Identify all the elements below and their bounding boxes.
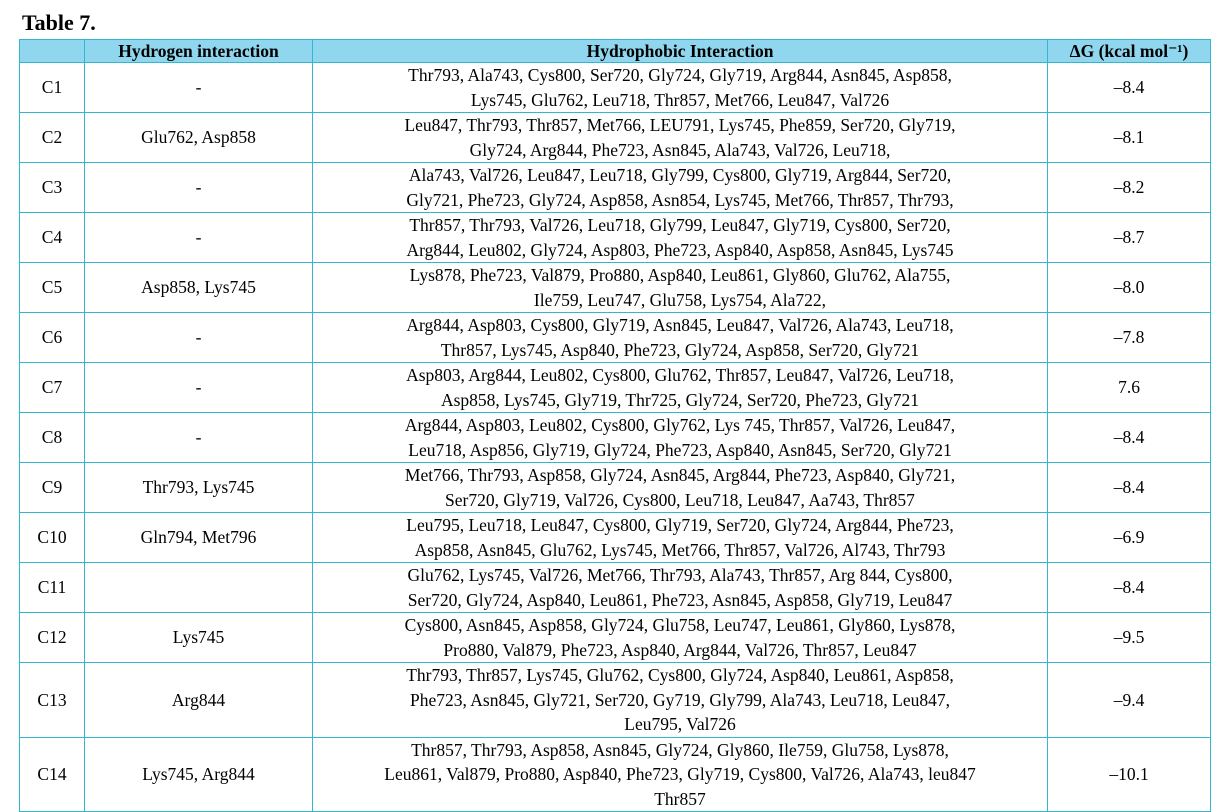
hydrogen-interaction-cell: [85, 563, 313, 613]
delta-g-cell: –9.4: [1048, 663, 1211, 738]
hydrogen-interaction-cell: Gln794, Met796: [85, 513, 313, 563]
delta-g-cell: –8.4: [1048, 563, 1211, 613]
hydrophobic-interaction-cell: Ala743, Val726, Leu847, Leu718, Gly799, Cys800, Gly719, Arg844, Ser720, Gly721, Phe723, Gly724, Asp858, Asn854, Lys745, Met766, Thr857, Thr793,: [313, 163, 1048, 213]
hydrogen-interaction-cell: Lys745: [85, 613, 313, 663]
hydrophobic-interaction-cell: Cys800, Asn845, Asp858, Gly724, Glu758, Leu747, Leu861, Gly860, Lys878, Pro880, Val879, Phe723, Asp840, Arg844, Val726, Thr857, Leu847: [313, 613, 1048, 663]
header-delta-g: ΔG (kcal mol⁻¹): [1048, 40, 1211, 63]
delta-g-cell: –8.2: [1048, 163, 1211, 213]
table-row: [20, 163, 1211, 213]
compound-cell: C4: [20, 213, 85, 263]
delta-g-cell: –8.4: [1048, 63, 1211, 113]
compound-cell: C2: [20, 113, 85, 163]
header-hydrophobic-interaction: Hydrophobic Interaction: [313, 40, 1048, 63]
delta-g-cell: –8.4: [1048, 413, 1211, 463]
hydrophobic-interaction-cell: Arg844, Asp803, Cys800, Gly719, Asn845, Leu847, Val726, Ala743, Leu718, Thr857, Lys745, Asp840, Phe723, Gly724, Asp858, Ser720, Gly721: [313, 313, 1048, 363]
delta-g-cell: –9.5: [1048, 613, 1211, 663]
hydrogen-interaction-cell: -: [85, 313, 313, 363]
table-row: [20, 563, 1211, 613]
compound-cell: C8: [20, 413, 85, 463]
delta-g-cell: –8.1: [1048, 113, 1211, 163]
table-caption: Table 7.: [22, 10, 96, 35]
hydrophobic-interaction-cell: Asp803, Arg844, Leu802, Cys800, Glu762, Thr857, Leu847, Val726, Leu718, Asp858, Lys745, Gly719, Thr725, Gly724, Ser720, Phe723, Gly721: [313, 363, 1048, 413]
table-row: [20, 313, 1211, 363]
compound-cell: C14: [20, 737, 85, 812]
hydrogen-interaction-cell: Thr793, Lys745: [85, 463, 313, 513]
table-row: [20, 663, 1211, 738]
hydrogen-interaction-cell: Asp858, Lys745: [85, 263, 313, 313]
compound-cell: C6: [20, 313, 85, 363]
table-body: [20, 63, 1211, 812]
hydrogen-interaction-cell: -: [85, 363, 313, 413]
compound-cell: C5: [20, 263, 85, 313]
delta-g-cell: 7.6: [1048, 363, 1211, 413]
compound-cell: C7: [20, 363, 85, 413]
delta-g-cell: –6.9: [1048, 513, 1211, 563]
compound-cell: C10: [20, 513, 85, 563]
compound-cell: C12: [20, 613, 85, 663]
hydrophobic-interaction-cell: Thr793, Thr857, Lys745, Glu762, Cys800, Gly724, Asp840, Leu861, Asp858, Phe723, Asn845, Gly721, Ser720, Gy719, Gly799, Ala743, Leu718, Leu847, Leu795, Val726: [313, 663, 1048, 738]
hydrogen-interaction-cell: -: [85, 163, 313, 213]
hydrogen-interaction-cell: Glu762, Asp858: [85, 113, 313, 163]
table-row: [20, 363, 1211, 413]
hydrogen-interaction-cell: Lys745, Arg844: [85, 737, 313, 812]
interaction-table: [19, 39, 1211, 812]
compound-cell: C9: [20, 463, 85, 513]
compound-cell: C11: [20, 563, 85, 613]
hydrophobic-interaction-cell: Arg844, Asp803, Leu802, Cys800, Gly762, Lys 745, Thr857, Val726, Leu847, Leu718, Asp856, Gly719, Gly724, Phe723, Asp840, Asn845, Ser720, Gly721: [313, 413, 1048, 463]
hydrophobic-interaction-cell: Thr857, Thr793, Asp858, Asn845, Gly724, Gly860, Ile759, Glu758, Lys878, Leu861, Val879, Pro880, Asp840, Phe723, Gly719, Cys800, Val726, Ala743, leu847 Thr857: [313, 737, 1048, 812]
table-row: [20, 263, 1211, 313]
hydrogen-interaction-cell: Arg844: [85, 663, 313, 738]
delta-g-cell: –10.1: [1048, 737, 1211, 812]
hydrophobic-interaction-cell: Thr793, Ala743, Cys800, Ser720, Gly724, Gly719, Arg844, Asn845, Asp858, Lys745, Glu762, Leu718, Thr857, Met766, Leu847, Val726: [313, 63, 1048, 113]
hydrophobic-interaction-cell: Thr857, Thr793, Val726, Leu718, Gly799, Leu847, Gly719, Cys800, Ser720, Arg844, Leu802, Gly724, Asp803, Phe723, Asp840, Asp858, Asn845, Lys745: [313, 213, 1048, 263]
table-row: [20, 113, 1211, 163]
hydrophobic-interaction-cell: Leu847, Thr793, Thr857, Met766, LEU791, Lys745, Phe859, Ser720, Gly719, Gly724, Arg844, Phe723, Asn845, Ala743, Val726, Leu718,: [313, 113, 1048, 163]
table-row: [20, 63, 1211, 113]
delta-g-cell: –8.0: [1048, 263, 1211, 313]
hydrophobic-interaction-cell: Glu762, Lys745, Val726, Met766, Thr793, Ala743, Thr857, Arg 844, Cys800, Ser720, Gly724, Asp840, Leu861, Phe723, Asn845, Asp858, Gly719, Leu847: [313, 563, 1048, 613]
header-row: [20, 40, 1211, 63]
delta-g-cell: –7.8: [1048, 313, 1211, 363]
compound-cell: C3: [20, 163, 85, 213]
hydrophobic-interaction-cell: Leu795, Leu718, Leu847, Cys800, Gly719, Ser720, Gly724, Arg844, Phe723, Asp858, Asn845, Glu762, Lys745, Met766, Thr857, Val726, Al743, Thr793: [313, 513, 1048, 563]
table-row: [20, 513, 1211, 563]
hydrogen-interaction-cell: -: [85, 213, 313, 263]
hydrogen-interaction-cell: -: [85, 63, 313, 113]
compound-cell: C13: [20, 663, 85, 738]
table-row: [20, 737, 1211, 812]
header-compound: [20, 40, 85, 63]
header-hydrogen-interaction: Hydrogen interaction: [85, 40, 313, 63]
table-row: [20, 463, 1211, 513]
compound-cell: C1: [20, 63, 85, 113]
hydrophobic-interaction-cell: Met766, Thr793, Asp858, Gly724, Asn845, Arg844, Phe723, Asp840, Gly721, Ser720, Gly719, Val726, Cys800, Leu718, Leu847, Aa743, Thr857: [313, 463, 1048, 513]
hydrogen-interaction-cell: -: [85, 413, 313, 463]
delta-g-cell: –8.4: [1048, 463, 1211, 513]
table-row: [20, 613, 1211, 663]
delta-g-cell: –8.7: [1048, 213, 1211, 263]
table-row: [20, 413, 1211, 463]
hydrophobic-interaction-cell: Lys878, Phe723, Val879, Pro880, Asp840, Leu861, Gly860, Glu762, Ala755, Ile759, Leu747, Glu758, Lys754, Ala722,: [313, 263, 1048, 313]
table-row: [20, 213, 1211, 263]
